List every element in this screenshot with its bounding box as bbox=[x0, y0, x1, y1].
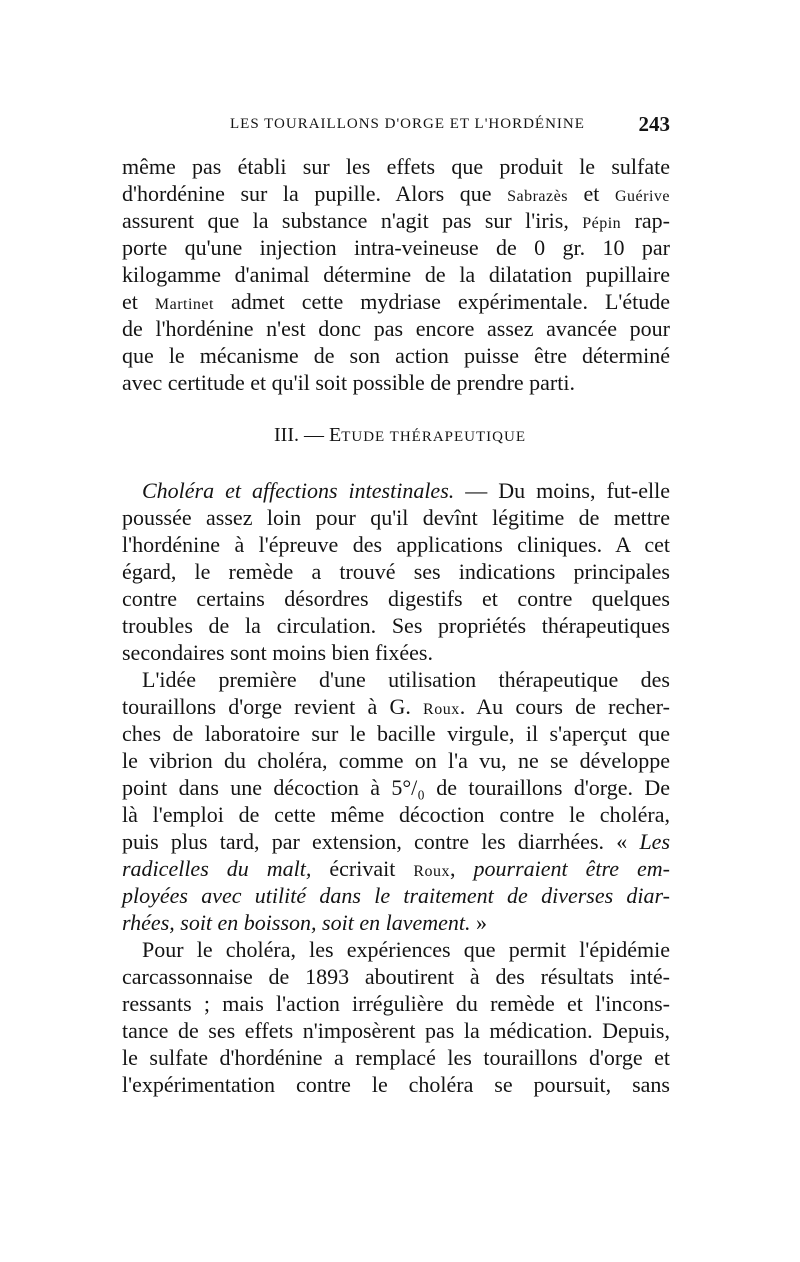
text-line: touraillons d'orge revient à G. Roux. Au cours de recher- bbox=[122, 694, 670, 719]
text-line: rhées, soit en boisson, soit en lavement. » bbox=[122, 910, 487, 935]
text-line: poussée assez loin pour qu'il devînt légitime de mettre bbox=[122, 505, 670, 530]
author-name: Sabrazès bbox=[507, 188, 568, 205]
text-line: kilogamme d'animal détermine de la dilatation pupillaire bbox=[122, 262, 670, 287]
text-line: égard, le remède a trouvé ses indications principales bbox=[122, 559, 670, 584]
text-line: troubles de la circulation. Ses propriétés thérapeutiques bbox=[122, 613, 670, 638]
section-heading: III. — ETUDE THÉRAPEUTIQUE bbox=[274, 424, 526, 446]
text-line: Choléra et affections intestinales. — Du moins, fut-elle bbox=[142, 478, 670, 503]
text-line: porte qu'une injection intra-veineuse de 0 gr. 10 par bbox=[122, 235, 670, 260]
text-line: Pour le choléra, les expériences que permit l'épidémie bbox=[142, 937, 670, 962]
text-line: assurent que la substance n'agit pas sur l'iris, Pépin rap- bbox=[122, 208, 670, 233]
text-line: l'hordénine à l'épreuve des applications cliniques. A cet bbox=[122, 532, 670, 557]
text-line: contre certains désordres digestifs et contre quelques bbox=[122, 586, 670, 611]
text-line: avec certitude et qu'il soit possible de prendre parti. bbox=[122, 370, 575, 395]
text-line: le vibrion du choléra, comme on l'a vu, ne se développe bbox=[122, 748, 670, 773]
text-line: que le mécanisme de son action puisse être déterminé bbox=[122, 343, 670, 368]
text-line: tance de ses effets n'imposèrent pas la médication. Depuis, bbox=[122, 1018, 670, 1043]
text-line: même pas établi sur les effets que produit le sulfate bbox=[122, 154, 670, 179]
text-line: et Martinet admet cette mydriase expérimentale. L'étude bbox=[122, 289, 670, 314]
text-line: secondaires sont moins bien fixées. bbox=[122, 640, 433, 665]
running-head bbox=[122, 112, 670, 142]
author-name: Roux bbox=[413, 863, 451, 880]
text-line: carcassonnaise de 1893 aboutirent à des résultats inté- bbox=[122, 964, 670, 989]
text-line: le sulfate d'hordénine a remplacé les touraillons d'orge et bbox=[122, 1045, 670, 1070]
text-line: radicelles du malt, écrivait Roux, pourraient être em- bbox=[122, 856, 670, 881]
page-number: 243 bbox=[638, 112, 670, 136]
text-line: puis plus tard, par extension, contre les diarrhées. « Les bbox=[122, 829, 670, 854]
author-name: Martinet bbox=[154, 296, 214, 313]
text-line: point dans une décoction à 5°/₀ de touraillons d'orge. De bbox=[122, 775, 670, 800]
author-name: Roux bbox=[423, 701, 460, 718]
subheading-italic: Choléra et affections intestinales. bbox=[142, 478, 455, 503]
text-line: ches de laboratoire sur le bacille virgule, il s'aperçut que bbox=[122, 721, 670, 746]
text-line: ressants ; mais l'action irrégulière du remède et l'incons- bbox=[122, 991, 670, 1016]
running-title: LES TOURAILLONS D'ORGE ET L'HORDÉNINE bbox=[230, 116, 585, 132]
text-line: de l'hordénine n'est donc pas encore assez avancée pour bbox=[122, 316, 670, 341]
author-name: Guérive bbox=[614, 188, 670, 205]
text-line: L'idée première d'une utilisation thérapeutique des bbox=[142, 667, 670, 692]
text-line: d'hordénine sur la pupille. Alors que Sabrazès et Guérive bbox=[122, 181, 670, 206]
text-line: ployées avec utilité dans le traitement de diverses diar- bbox=[122, 883, 670, 908]
text-line: l'expérimentation contre le choléra se poursuit, sans bbox=[122, 1072, 670, 1097]
text-line: là l'emploi de cette même décoction contre le choléra, bbox=[122, 802, 670, 827]
author-name: Pépin bbox=[582, 215, 622, 232]
